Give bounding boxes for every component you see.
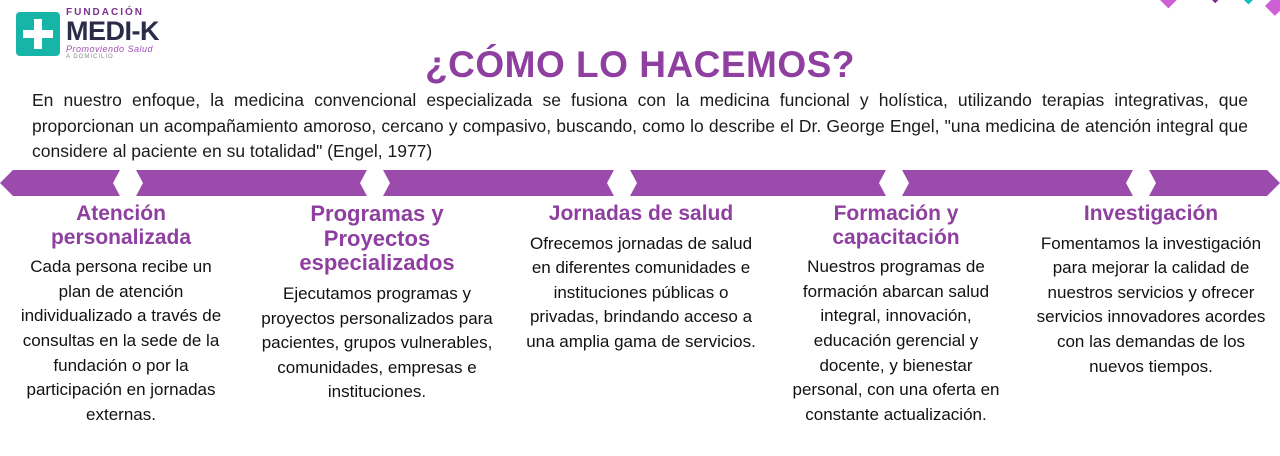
- logo-top-label: FUNDACIÓN: [66, 7, 144, 18]
- column-body: Fomentamos la investigación para mejorar la calidad de nuestros servicios y ofrecer servicios innovadores acordes con las demandas de los nuevos tiempos.: [1036, 233, 1266, 376]
- decor-stripe-magenta-2: [1265, 0, 1280, 16]
- column-body: Nuestros programas de formación abarcan salud integral, innovación, educación gerencial y docente, y bienestar personal, con una oferta en constante actualización.: [792, 257, 1000, 424]
- service-column: [1022, 202, 1280, 428]
- column-body: Ejecutamos programas y proyectos personalizados para pacientes, grupos vulnerables, comunidades, empresas e instituciones.: [261, 283, 493, 402]
- intro-paragraph: En nuestro enfoque, la medicina convencional especializada se fusiona con la medicina funcional y holística, utilizando terapias integrativas, que proporcionan un acompañamiento amoroso, cercano y compasivo, buscando, como lo describe el Dr. George Engel, "una medicina de atención integral que considere al paciente en su totalidad" (Engel, 1977): [32, 90, 1248, 162]
- service-column: [770, 202, 1022, 428]
- column-body: Ofrecemos jornadas de salud en diferentes comunidades e instituciones públicas o privadas, brindando acceso a una amplia gama de servicios.: [526, 233, 756, 352]
- page-title: ¿CÓMO LO HACEMOS?: [425, 44, 855, 85]
- service-column: [242, 202, 512, 428]
- timeline-bar: [0, 170, 1280, 196]
- column-title: Investigación: [1083, 202, 1219, 225]
- column-title: Formación y capacitación: [832, 202, 960, 249]
- column-body: Cada persona recibe un plan de atención individualizado a través de consultas en la sede de la fundación o por la participación en jornadas externas.: [20, 257, 222, 424]
- column-title: Atención personalizada: [50, 202, 192, 249]
- decor-stripe-purple: [1194, 0, 1280, 3]
- timeline: [0, 170, 1280, 196]
- service-column: [0, 202, 242, 428]
- decor-stripe-teal-1: [1240, 0, 1280, 4]
- service-columns: [0, 202, 1280, 428]
- column-title: Jornadas de salud: [548, 202, 734, 225]
- logo-tagline-small: A DOMICILIO: [66, 54, 114, 60]
- logo-tagline: Promoviendo Salud: [66, 44, 154, 54]
- decor-stripe-magenta-1: [1150, 0, 1280, 8]
- column-title: Programas y Proyectos especializados: [299, 201, 455, 276]
- logo-name: MEDI-K: [66, 16, 159, 46]
- service-column: [512, 202, 770, 428]
